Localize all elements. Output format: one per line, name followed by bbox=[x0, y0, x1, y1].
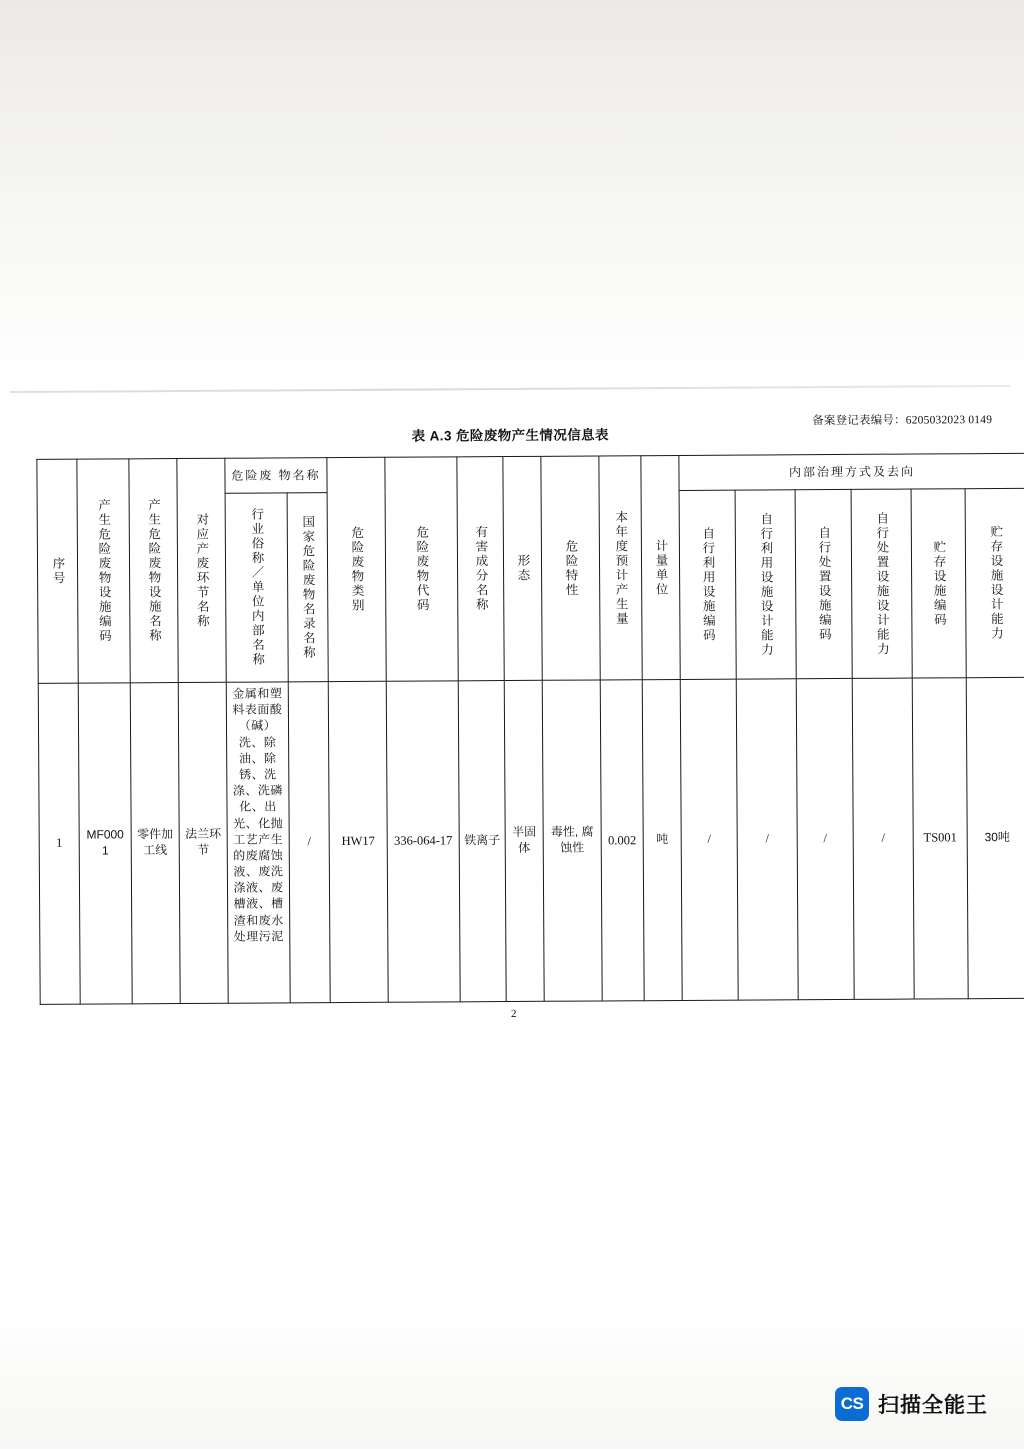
cell-self-use-capacity: / bbox=[736, 679, 798, 1000]
cell-unit: 吨 bbox=[642, 679, 682, 1000]
table-header-row-1 bbox=[37, 453, 1024, 494]
table-title: 表 A.3 危险废物产生情况信息表 bbox=[411, 427, 609, 444]
cell-industry-name: 金属和塑料表面酸（碱）洗、除油、除锈、洗涤、洗磷化、出光、化抛工艺产生的废腐蚀液、废洗涤液、废槽液、槽渣和废水处理污泥 bbox=[226, 682, 290, 1003]
header-waste-category: 危险废物类别 bbox=[327, 457, 386, 681]
camscanner-label: 扫描全能王 bbox=[878, 1394, 988, 1417]
header-harmful-component: 有害成分名称 bbox=[457, 457, 504, 681]
camscanner-watermark bbox=[835, 1387, 988, 1421]
header-form: 形态 bbox=[503, 456, 542, 680]
header-facility-code: 产生危险废物设施编码 bbox=[77, 459, 130, 683]
page-number: 2 bbox=[510, 1007, 517, 1021]
camscanner-logo-icon: CS bbox=[835, 1387, 869, 1421]
cell-waste-code: 336-064-17 bbox=[386, 681, 460, 1002]
header-seq: 序号 bbox=[37, 459, 78, 683]
header-self-use-capacity: 自行利用设施设计能力 bbox=[735, 490, 796, 679]
cell-facility-name: 零件加工线 bbox=[130, 683, 180, 1004]
cell-storage-capacity: 30吨 bbox=[966, 677, 1024, 998]
header-catalog-name: 国家危险废物名录名称 bbox=[287, 493, 328, 682]
cell-self-disposal-code: / bbox=[796, 678, 854, 999]
cell-harmful-component: 铁离子 bbox=[458, 681, 506, 1002]
cell-hazard-property: 毒性, 腐蚀性 bbox=[542, 680, 602, 1001]
header-unit: 计量单位 bbox=[641, 455, 680, 679]
cell-seq: 1 bbox=[38, 683, 80, 1004]
header-storage-code: 贮存设施编码 bbox=[911, 489, 966, 678]
cell-form: 半固体 bbox=[504, 680, 544, 1001]
header-facility-name: 产生危险废物设施名称 bbox=[129, 459, 178, 683]
cell-catalog-name: / bbox=[288, 682, 330, 1003]
cell-facility-code: MF0001 bbox=[78, 683, 132, 1004]
header-group-waste-name: 危险废 物名称 bbox=[225, 458, 327, 494]
cell-waste-category: HW17 bbox=[328, 681, 388, 1002]
header-self-disposal-code: 自行处置设施编码 bbox=[795, 489, 852, 678]
table-row bbox=[38, 677, 1024, 1004]
cell-self-disposal-capacity: / bbox=[852, 678, 914, 999]
header-annual-estimate: 本年度预计产生量 bbox=[599, 456, 642, 680]
cell-process-name: 法兰环节 bbox=[178, 682, 228, 1003]
header-self-disposal-capacity: 自行处置设施设计能力 bbox=[851, 489, 912, 678]
cell-annual-estimate: 0.002 bbox=[600, 680, 644, 1001]
registration-number: 备案登记表编号：6205032023 0149 bbox=[812, 414, 993, 428]
cell-self-use-code: / bbox=[680, 679, 738, 1000]
header-hazard-property: 危险特性 bbox=[541, 456, 600, 680]
header-self-use-code: 自行利用设施编码 bbox=[679, 490, 736, 679]
header-industry-name: 行业俗称／单位内部名称 bbox=[225, 493, 288, 682]
header-waste-code: 危险废物代码 bbox=[385, 457, 458, 681]
header-process-name: 对应产废环节名称 bbox=[177, 458, 226, 682]
header-group-internal-treatment: 内部治理方式及去向 bbox=[679, 453, 1024, 490]
cell-storage-code: TS001 bbox=[912, 678, 968, 999]
header-storage-capacity: 贮存设施设计能力 bbox=[965, 488, 1024, 677]
hazardous-waste-table bbox=[36, 453, 1024, 1005]
